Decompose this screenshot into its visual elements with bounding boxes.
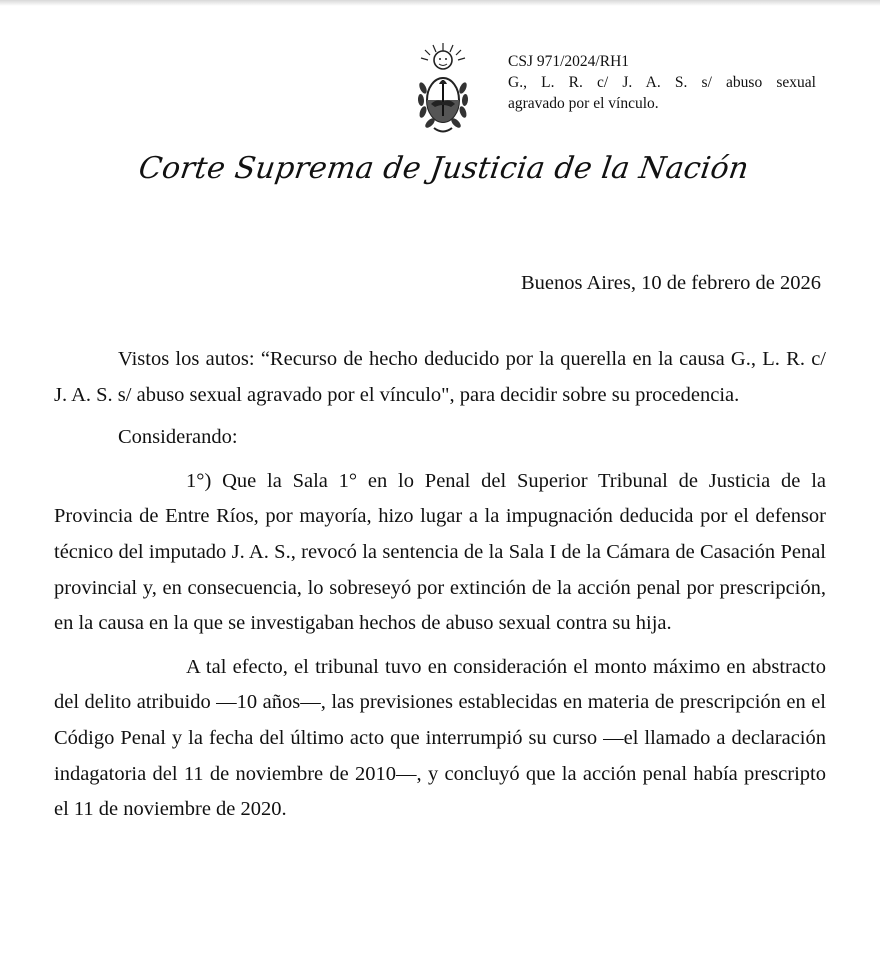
dateline: Buenos Aires, 10 de febrero de 2026 [520, 272, 821, 294]
paragraph-first-considerando: 1°) Que la Sala 1° en lo Penal del Superior Tribunal de Justicia de la Provincia de Entre Ríos, por mayoría, hizo lugar a la impugnación deducida por el defensor técnico del imputado J. A. S., revocó la sentencia de la Sala I de la Cámara de Casación Penal provincial y, en consecuencia, lo sobreseyó por extinción de la acción penal por prescripción, en la causa en la que se investigaban hechos de abuso sexual contra su hija. [54, 469, 826, 635]
national-coat-of-arms-seal [412, 40, 474, 140]
case-header [508, 51, 816, 114]
court-title-text: Corte Suprema de Justicia de la Nación [136, 151, 752, 186]
paragraph-considerando: Considerando: [118, 426, 238, 449]
court-title [0, 151, 880, 186]
case-number: CSJ 971/2024/RH1 [508, 53, 630, 70]
paragraph-vistos: Vistos los autos: “Recurso de hecho deducido por la querella en la causa G., L. R. c/ J. A. S. s/ abuso sexual agravado por el vínculo", para decidir sobre su procedencia. [54, 348, 826, 406]
case-caption-line-1: G., L. R. c/ J. A. S. s/ abuso sexual [508, 74, 816, 91]
case-caption-line-2: agravado por el vínculo. [508, 95, 659, 112]
paragraph-second: A tal efecto, el tribunal tuvo en consideración el monto máximo en abstracto del delito atribuido —10 años—, las previsiones establecidas en materia de prescripción en el Código Penal y la fecha del último acto que interrumpió su curso —el llamado a declaración indagatoria del 11 de noviembre de 2010—, y concluyó que la acción penal había prescripto el 11 de noviembre de 2020. [54, 655, 826, 821]
document-body [54, 342, 826, 828]
page-top-edge [0, 0, 880, 6]
